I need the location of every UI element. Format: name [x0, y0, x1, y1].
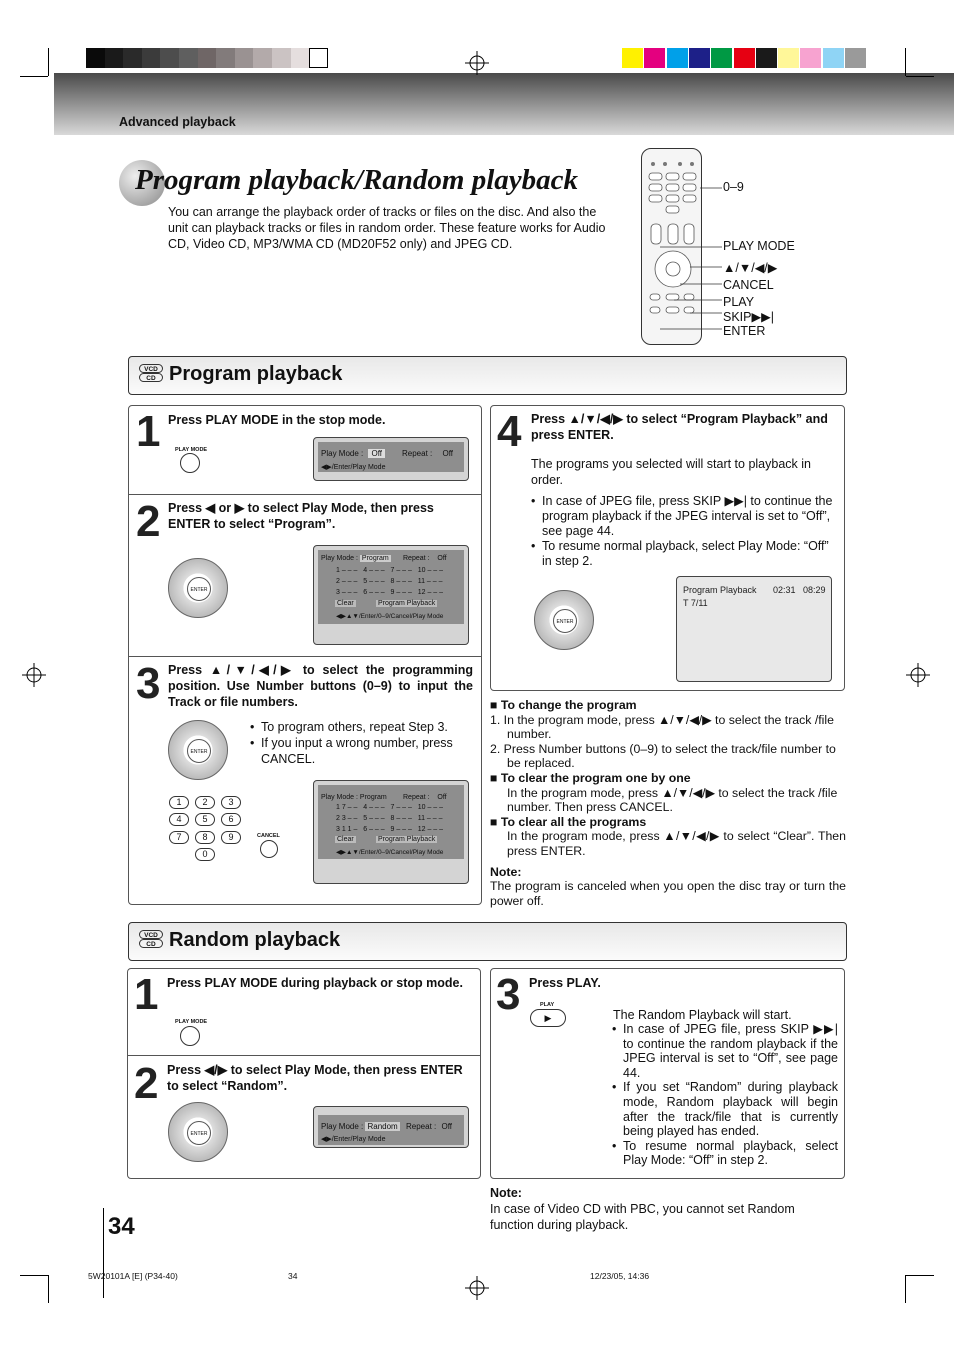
step-text: Press PLAY MODE in the stop mode.: [168, 413, 386, 427]
note-text: The program is canceled when you open the disc tray or turn the power off.: [490, 879, 846, 908]
step-number: 1: [136, 407, 161, 456]
color-swatch: [823, 48, 844, 68]
step-number: 2: [136, 497, 161, 546]
remote-label-play: PLAY: [723, 295, 755, 309]
play-mode-button[interactable]: [180, 1026, 200, 1046]
note-heading: ■ To clear the program one by one: [490, 770, 691, 785]
remote-label-cancel: CANCEL: [723, 278, 774, 292]
color-swatch: [778, 48, 799, 68]
number-button-3[interactable]: 3: [221, 796, 241, 809]
number-button-2[interactable]: 2: [195, 796, 215, 809]
number-button-6[interactable]: 6: [221, 813, 241, 826]
note-heading: ■ To change the program: [490, 698, 637, 712]
section-label: Advanced playback: [119, 115, 236, 129]
gray-swatch: [235, 48, 254, 68]
note-item: In the program mode, press ▲/▼/◀/▶ to select “Clear”. Then press ENTER.: [507, 829, 846, 858]
gray-swatch: [309, 48, 328, 68]
registration-mark-icon: [465, 51, 489, 75]
section-heading: Program playback: [169, 363, 343, 385]
step-text: Press ▲/▼/◀/▶ to select “Program Playback” and press ENTER.: [531, 412, 828, 442]
remote-label-enter: ENTER: [723, 324, 766, 338]
note-heading: ■ To clear all the programs: [490, 814, 647, 829]
enter-button[interactable]: ENTER: [553, 609, 577, 633]
note-item: In the program mode, press ▲/▼/◀/▶ to select the track /file number. Then press CANCEL.: [507, 785, 838, 815]
registration-mark-icon: [906, 663, 930, 687]
navigation-wheel[interactable]: [168, 720, 228, 780]
cancel-button[interactable]: [260, 840, 278, 858]
play-button[interactable]: ▶: [530, 1009, 566, 1027]
navigation-wheel[interactable]: [534, 590, 594, 650]
step-text: Press ◀ or ▶ to select Play Mode, then press ENTER to select “Program”.: [168, 501, 434, 531]
remote-label-play-mode: PLAY MODE: [723, 239, 795, 253]
step4-bullets: • In case of JPEG file, press SKIP ▶▶| to continue the program playback if the JPEG interval is set to “Off”, see page 44. • To resume normal playback, select Play Mode: “Off” in step 2.: [531, 494, 838, 569]
number-button-8[interactable]: 8: [195, 831, 215, 844]
remote-label-skip: SKIP▶▶|: [723, 310, 774, 324]
number-button-4[interactable]: 4: [169, 813, 189, 826]
footer-file: 5W20101A [E] (P34-40): [88, 1271, 178, 1281]
vcd-cd-badge: VCD CD: [139, 364, 163, 384]
footer-date: 12/23/05, 14:36: [590, 1271, 650, 1281]
color-swatch: [800, 48, 821, 68]
gray-swatch: [86, 48, 105, 68]
divider: [128, 656, 482, 657]
program-notes: [490, 698, 846, 908]
random-playback-header: [128, 922, 847, 961]
gray-swatch: [142, 48, 161, 68]
crop-mark: [20, 1275, 48, 1276]
gray-swatch: [179, 48, 198, 68]
number-button-5[interactable]: 5: [195, 813, 215, 826]
registration-mark-icon: [465, 1276, 489, 1300]
note-item: 1. In the program mode, press ▲/▼/◀/▶ to select the track /file number.: [490, 712, 834, 742]
gray-swatch: [160, 48, 179, 68]
step-text: Press PLAY.: [529, 976, 601, 990]
registration-mark-icon: [22, 663, 46, 687]
crop-mark: [905, 48, 906, 76]
note-label: Note:: [490, 864, 522, 879]
step-number: 2: [134, 1059, 159, 1108]
crop-mark: [906, 1275, 934, 1276]
vcd-cd-badge: VCD CD: [139, 930, 163, 950]
step3-random-bullets: • In case of JPEG file, press SKIP ▶▶| to continue the random playback if the JPEG interval is set to “Off”, see page 44. • If you set “Random” during playback mode, Random playback will begin after the track/file that is currently being played has ended. • To resume normal playback, select Play Mode: “Off” in step 2.: [612, 1022, 838, 1168]
crop-mark: [48, 1275, 49, 1303]
intro-text: You can arrange the playback order of tracks or files on the disc. And also the unit can playback tracks or files in random order. These feature works for Audio CD, Video CD, MP3/WMA CD (MD20F52 only) and JPEG CD.: [168, 205, 606, 251]
gray-swatch: [105, 48, 124, 68]
color-swatch: [734, 48, 755, 68]
gray-swatch: [253, 48, 272, 68]
crop-mark: [905, 1275, 906, 1303]
remote-label-numbers: 0–9: [723, 180, 744, 194]
osd-program-playback: Program Playback 02:31 08:29 T 7/11: [676, 576, 832, 682]
play-button-label: PLAY: [540, 1002, 555, 1008]
step-paragraph: The Random Playback will start.: [613, 1008, 792, 1022]
play-mode-button-label: PLAY MODE: [175, 1019, 208, 1025]
enter-button[interactable]: ENTER: [187, 1121, 211, 1145]
color-swatch: [845, 48, 866, 68]
program-playback-header: [128, 356, 847, 395]
color-swatch: [689, 48, 710, 68]
note-label: Note:: [490, 1186, 522, 1200]
color-swatch: [711, 48, 732, 68]
page-number-rule: [103, 1208, 104, 1298]
step-text: Press PLAY MODE during playback or stop mode.: [167, 976, 463, 990]
number-button-0[interactable]: 0: [195, 848, 215, 861]
number-button-1[interactable]: 1: [169, 796, 189, 809]
random-note: [490, 1185, 820, 1233]
color-swatch: [756, 48, 777, 68]
section-heading: Random playback: [169, 929, 341, 951]
divider: [128, 494, 482, 495]
navigation-wheel[interactable]: [168, 1102, 228, 1162]
osd-program-screen: Play Mode : Program Repeat : Off 1 – – – 4 – – – 7 – – – 10 – – – 2 – – – 5 – – – 8 – – – 11 – – – 3 – – – 6 – – – 9 – – – 12 – – – Clear Program Playback ◀▶▲▼/Enter/0–9/Cancel/Play Mode: [313, 545, 469, 645]
color-swatch: [667, 48, 688, 68]
gray-swatch: [123, 48, 142, 68]
footer-page: 34: [288, 1271, 298, 1281]
osd-program-screen: Play Mode : Program Repeat : Off 1 7 – – 4 – – – 7 – – – 10 – – – 2 3 – – 5 – – – 8 – – – 11 – – – 3 1 1 – 6 – – – 9 – – – 12 – – – Clear Program Playback ◀▶▲▼/Enter/0–9/Cancel/Play Mode: [313, 780, 469, 884]
note-item: 2. Press Number buttons (0–9) to select the track/file number to be replaced.: [490, 741, 836, 771]
osd-screen: Play Mode : Off Repeat : Off ◀▶/Enter/Play Mode: [313, 437, 469, 481]
step-text: Press ▲/▼/◀/▶ to select the programming position. Use Number buttons (0–9) to input the Track or file numbers.: [168, 663, 473, 709]
osd-screen: Play Mode : Random Repeat : Off ◀▶/Enter/Play Mode: [313, 1106, 469, 1148]
enter-button[interactable]: ENTER: [187, 577, 211, 601]
cancel-button-label: CANCEL: [257, 833, 280, 839]
navigation-wheel[interactable]: [168, 558, 228, 618]
page-number: 34: [108, 1213, 135, 1240]
gray-swatch: [216, 48, 235, 68]
step-number: 3: [136, 659, 161, 708]
play-mode-button-label: PLAY MODE: [175, 447, 208, 453]
step-paragraph: The programs you selected will start to playback in order.: [531, 457, 811, 487]
note-text: In case of Video CD with PBC, you cannot set Random function during playback.: [490, 1202, 795, 1232]
gray-swatch: [198, 48, 217, 68]
color-swatch: [644, 48, 665, 68]
step-number: 4: [497, 407, 522, 456]
color-swatch: [622, 48, 643, 68]
number-button-9[interactable]: 9: [221, 831, 241, 844]
remote-label-arrows: ▲/▼/◀/▶: [723, 261, 778, 275]
gray-swatch: [291, 48, 310, 68]
gray-swatch: [272, 48, 291, 68]
page-title: Program playback/Random playback: [135, 164, 579, 196]
crop-mark: [48, 48, 49, 76]
enter-button[interactable]: ENTER: [187, 739, 211, 763]
step-number: 1: [134, 970, 159, 1019]
step-number: 3: [496, 970, 521, 1019]
play-mode-button[interactable]: [180, 453, 200, 473]
remote-leader-lines: [660, 185, 726, 335]
step3-bullets: • To program others, repeat Step 3. • If you input a wrong number, press CANCEL.: [250, 719, 472, 767]
step-text: Press ◀/▶ to select Play Mode, then press ENTER to select “Random”.: [167, 1063, 463, 1093]
crop-mark: [906, 76, 934, 77]
divider: [127, 1055, 481, 1056]
number-button-7[interactable]: 7: [169, 831, 189, 844]
crop-mark: [20, 76, 48, 77]
